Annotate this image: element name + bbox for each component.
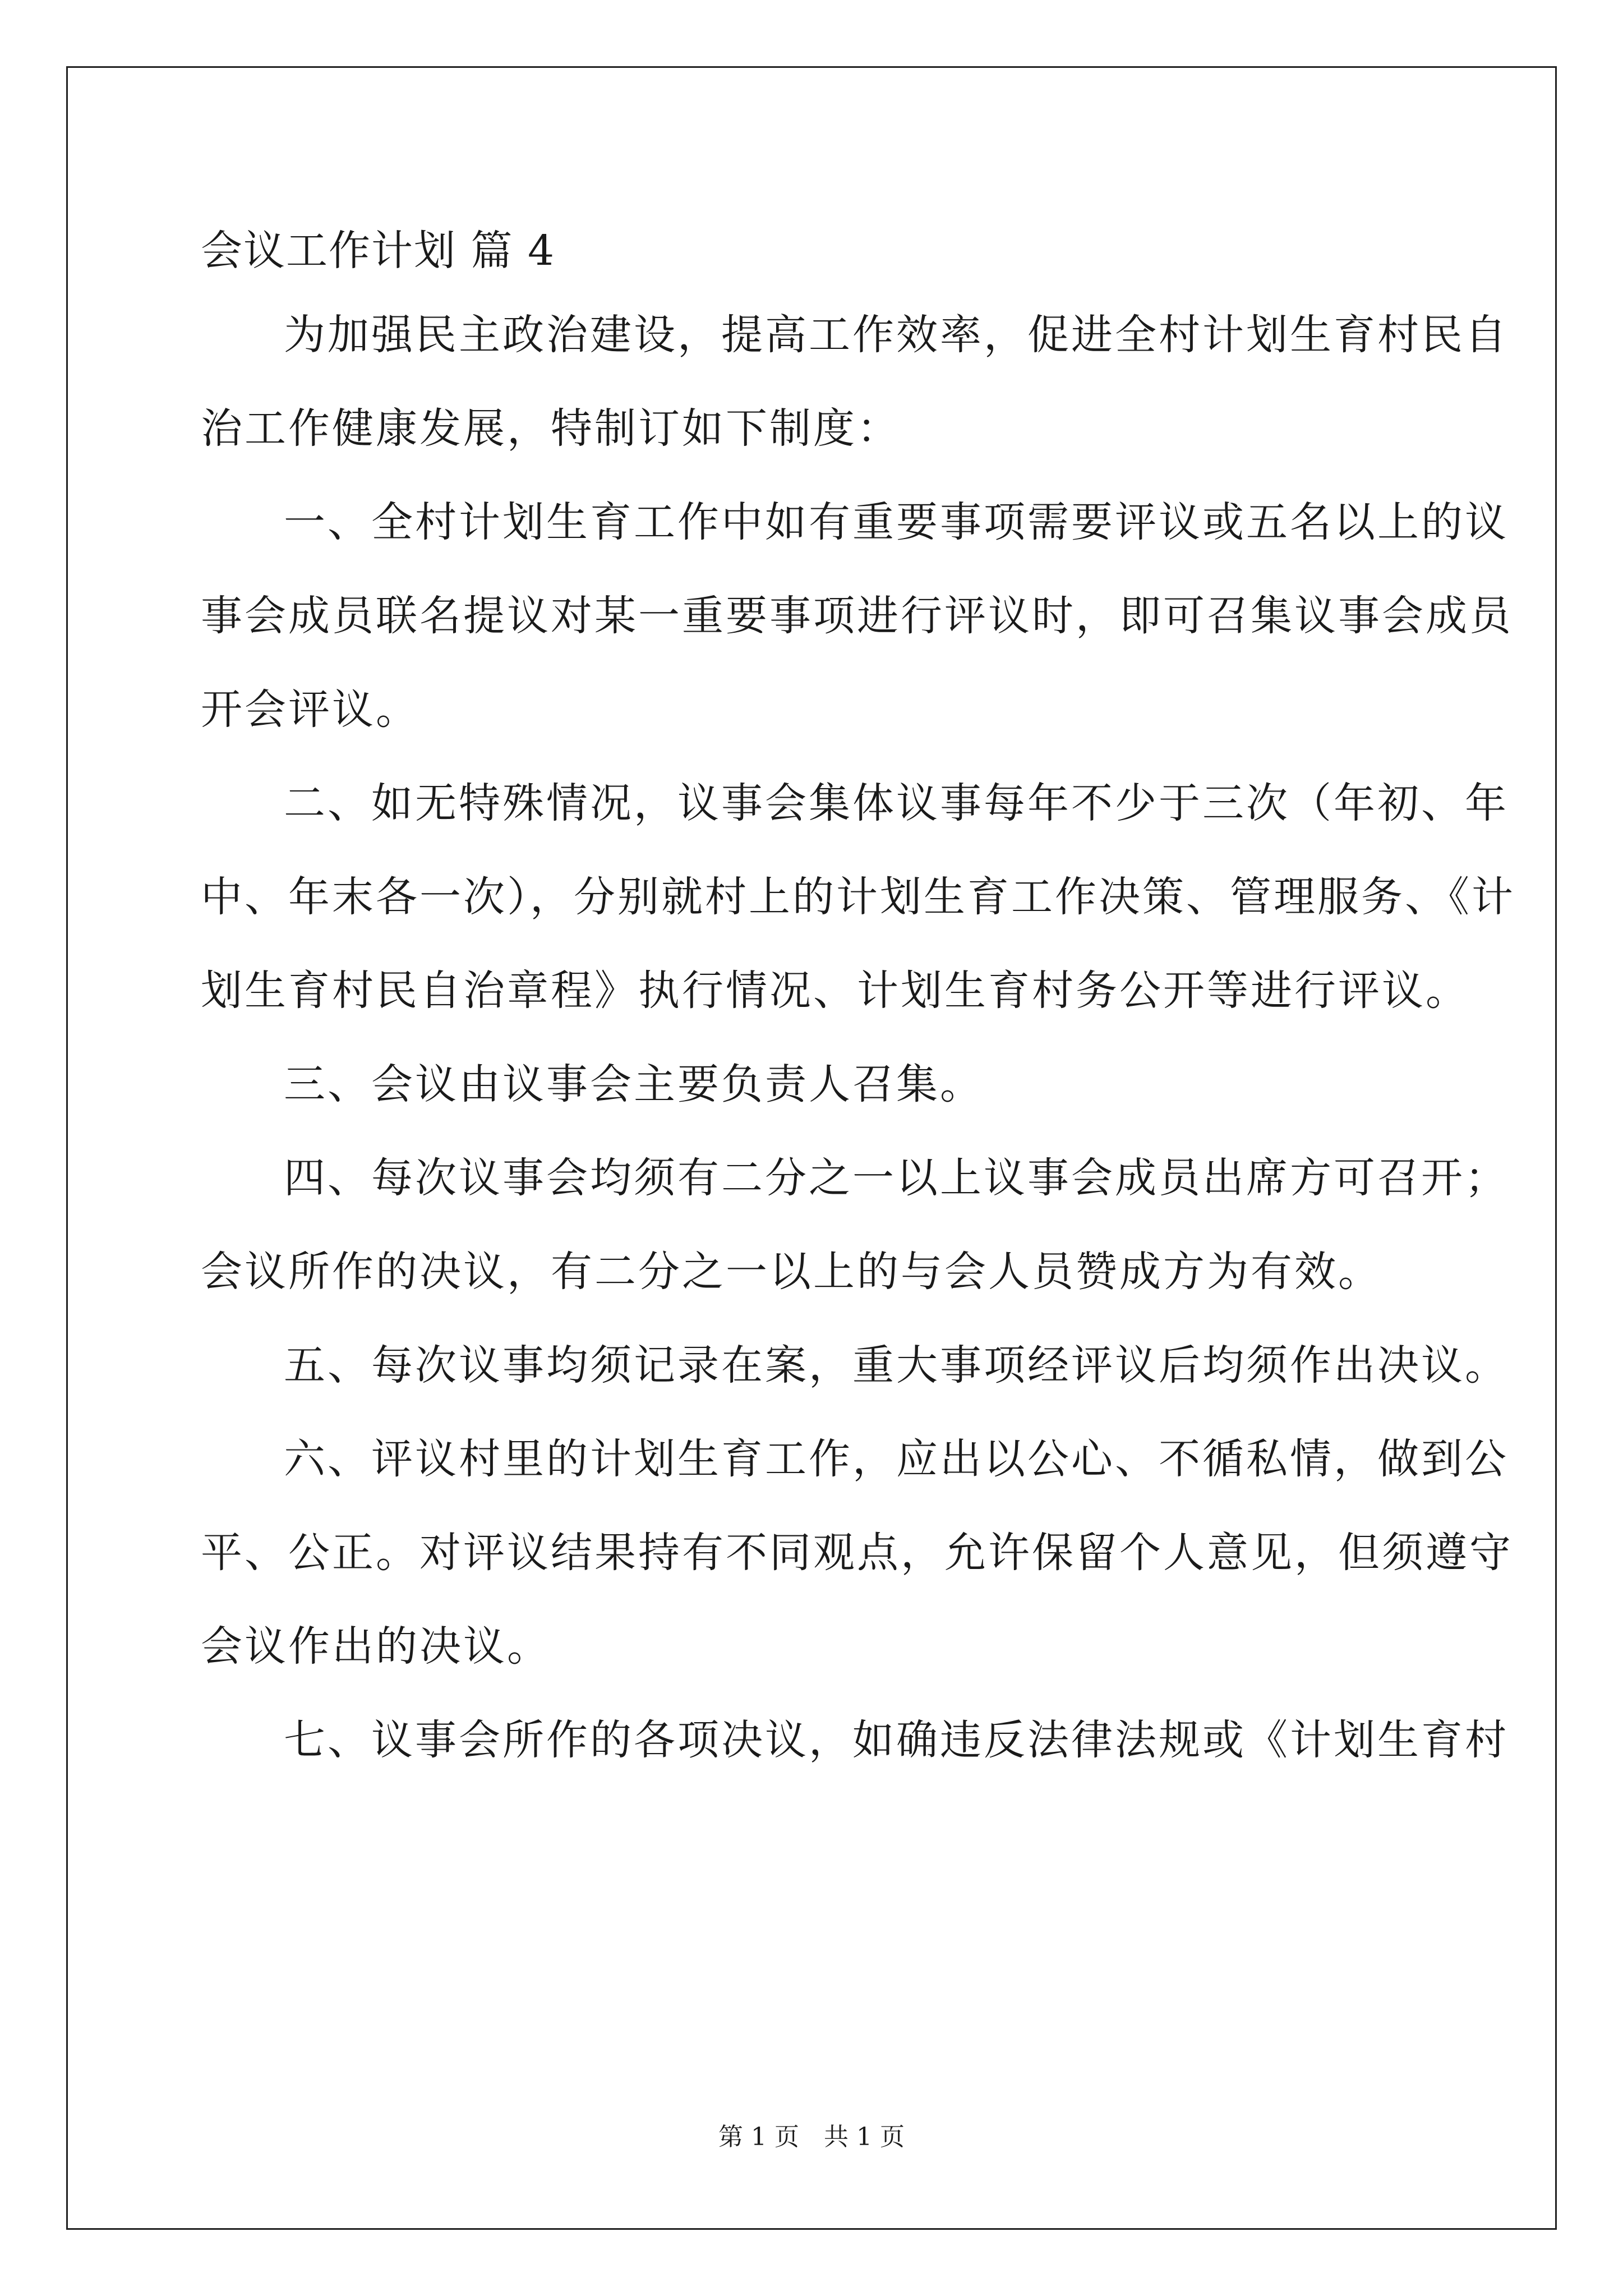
paragraph-line: 平、公正。对评议结果持有不同观点，允许保留个人意见，但须遵守 — [201, 1529, 1513, 1577]
page-footer: 第 1 页 共 1 页 — [718, 2123, 905, 2151]
paragraph-line: 一、全村计划生育工作中如有重要事项需要评议或五名以上的议 — [284, 498, 1509, 546]
paragraph-line: 会议所作的决议，有二分之一以上的与会人员赞成方为有效。 — [201, 1248, 1382, 1296]
paragraph-line: 五、每次议事均须记录在案，重大事项经评议后均须作出决议。 — [284, 1341, 1509, 1389]
paragraph-line: 开会评议。 — [201, 685, 419, 734]
paragraph-line: 治工作健康发展，特制订如下制度： — [201, 404, 901, 453]
paragraph-line: 为加强民主政治建设，提高工作效率，促进全村计划生育村民自 — [284, 311, 1509, 359]
paragraph-line: 七、议事会所作的各项决议，如确违反法律法规或《计划生育村 — [284, 1716, 1509, 1764]
paragraph-line: 事会成员联名提议对某一重要事项进行评议时，即可召集议事会成员 — [201, 592, 1513, 640]
document-title: 会议工作计划 篇 4 — [201, 227, 556, 275]
paragraph-line: 二、如无特殊情况，议事会集体议事每年不少于三次（年初、年 — [284, 779, 1509, 827]
document-body — [201, 213, 1515, 1787]
paragraph-line: 会议作出的决议。 — [201, 1622, 551, 1671]
paragraph-line: 六、评议村里的计划生育工作，应出以公心、不循私情，做到公 — [284, 1435, 1509, 1483]
paragraph-line: 三、会议由议事会主要负责人召集。 — [284, 1060, 984, 1108]
paragraph-line: 四、每次议事会均须有二分之一以上议事会成员出席方可召开； — [284, 1154, 1509, 1202]
paragraph-line: 中、年末各一次），分别就村上的计划生育工作决策、管理服务、《计 — [201, 873, 1515, 921]
paragraph-line: 划生育村民自治章程》执行情况、计划生育村务公开等进行评议。 — [201, 967, 1469, 1015]
